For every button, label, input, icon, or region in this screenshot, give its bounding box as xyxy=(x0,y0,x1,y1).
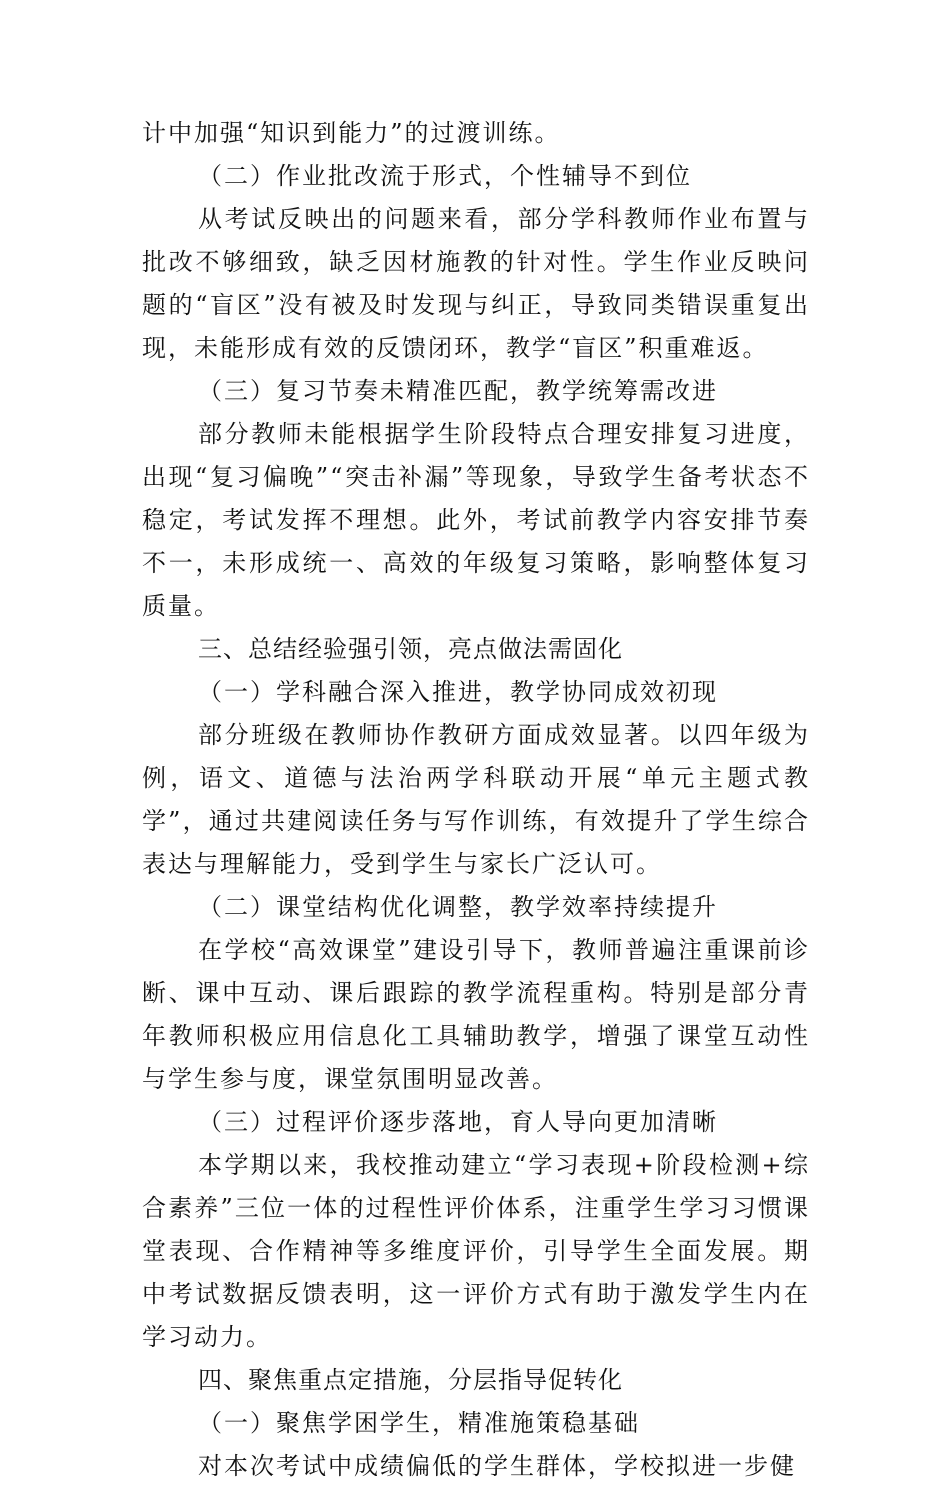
paragraph-struggling-students: 对本次考试中成绩偏低的学生群体，学校拟进一步健 xyxy=(198,1452,796,1480)
subheading-review-pace: （三）复习节奏未精准匹配，教学统筹需改进 xyxy=(198,377,718,405)
document-body xyxy=(142,112,810,1488)
subheading-process-evaluation: （三）过程评价逐步落地，育人导向更加清晰 xyxy=(198,1108,718,1136)
paragraph-classroom-structure: 在学校“高效课堂”建设引导下，教师普遍注重课前诊断、课中互动、课后跟踪的教学流程重构。特别是部分青年教师积极应用信息化工具辅助教学，增强了课堂互动性与学生参与度，课堂氛围明显改善。 xyxy=(142,936,810,1093)
paragraph-review-pace: 部分教师未能根据学生阶段特点合理安排复习进度，出现“复习偏晚”“突击补漏”等现象，导致学生备考状态不稳定，考试发挥不理想。此外，考试前教学内容安排节奏不一，未形成统一、高效的年级复习策略，影响整体复习质量。 xyxy=(142,420,810,620)
paragraph-homework-correction: 从考试反映出的问题来看，部分学科教师作业布置与批改不够细致，缺乏因材施教的针对性。学生作业反映问题的“盲区”没有被及时发现与纠正，导致同类错误重复出现，未能形成有效的反馈闭环，教学“盲区”积重难返。 xyxy=(142,205,810,362)
paragraph-process-evaluation: 本学期以来，我校推动建立“学习表现+阶段检测+综合素养”三位一体的过程性评价体系，注重学生学习习惯课堂表现、合作精神等多维度评价，引导学生全面发展。期中考试数据反馈表明，这一评价方式有助于激发学生内在学习动力。 xyxy=(142,1151,810,1351)
subheading-struggling-students: （一）聚焦学困学生，精准施策稳基础 xyxy=(198,1409,640,1437)
paragraph-continuation: 计中加强“知识到能力”的过渡训练。 xyxy=(142,119,561,147)
paragraph-subject-integration: 部分班级在教师协作教研方面成效显著。以四年级为例，语文、道德与法治两学科联动开展“单元主题式教学”，通过共建阅读任务与写作训练，有效提升了学生综合表达与理解能力，受到学生与家长广泛认可。 xyxy=(142,721,810,878)
subheading-classroom-structure: （二）课堂结构优化调整，教学效率持续提升 xyxy=(198,893,718,921)
subheading-subject-integration: （一）学科融合深入推进，教学协同成效初现 xyxy=(198,678,718,706)
section-heading-measures: 四、聚焦重点定措施，分层指导促转化 xyxy=(198,1366,623,1394)
section-heading-experience: 三、总结经验强引领，亮点做法需固化 xyxy=(198,635,623,663)
subheading-homework-correction: （二）作业批改流于形式，个性辅导不到位 xyxy=(198,162,692,190)
